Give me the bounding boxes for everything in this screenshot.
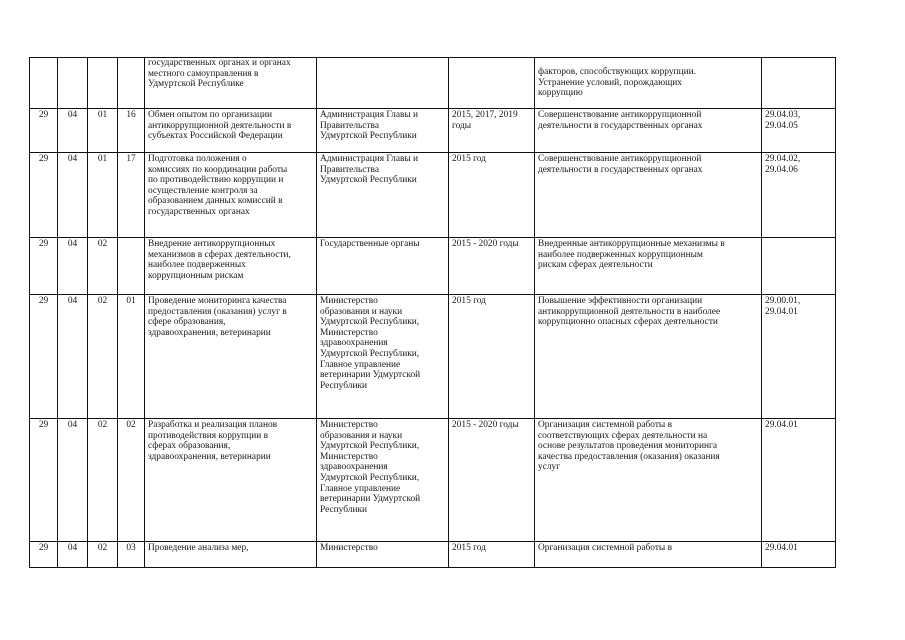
table-row (30, 419, 836, 542)
code-gp: 29 (30, 238, 58, 295)
indicator-cell: 29.00.01, 29.04.01 (762, 295, 836, 419)
event-cell: Проведение мониторинга качества предоставления (оказания) услуг в сфере образования, здравоохранения, ветеринарии (145, 295, 317, 419)
executor-cell: Министерство (317, 542, 449, 568)
code-gp: 29 (30, 295, 58, 419)
indicator-cell (762, 238, 836, 295)
result-cell: Организация системной работы в соответствующих сферах деятельности на основе результатов проведения мониторинга качества предоставления (оказания) оказания услуг (535, 419, 762, 542)
result-cell: Внедренные антикоррупционные механизмы в наиболее подверженных коррупционным рискам сферах деятельности (535, 238, 762, 295)
code-om: 02 (88, 295, 118, 419)
table-row (30, 153, 836, 238)
code-gp: 29 (30, 109, 58, 153)
code-om: 02 (88, 238, 118, 295)
executor-cell: Администрация Главы и Правительства Удмуртской Республики (317, 109, 449, 153)
executor-cell: Администрация Главы и Правительства Удмуртской Республики (317, 153, 449, 238)
code-om: 02 (88, 419, 118, 542)
indicator-cell: 29.04.02, 29.04.06 (762, 153, 836, 238)
code-gp: 29 (30, 542, 58, 568)
code-m: 17 (118, 153, 145, 238)
event-cell: Проведение анализа мер, (145, 542, 317, 568)
table-row (30, 238, 836, 295)
indicator-cell: 29.04.01 (762, 419, 836, 542)
code-pp: 04 (58, 419, 88, 542)
result-cell: факторов, способствующих коррупции. Устранение условий, порождающих коррупцию (535, 58, 762, 109)
result-cell: Совершенствование антикоррупционной деятельности в государственных органах (535, 109, 762, 153)
code-pp: 04 (58, 238, 88, 295)
code-om (88, 58, 118, 109)
code-pp: 04 (58, 153, 88, 238)
executor-cell: Министерство образования и науки Удмуртской Республики, Министерство здравоохранения Удмуртской Республики, Главное управление ветеринарии Удмуртской Республики (317, 295, 449, 419)
code-pp (58, 58, 88, 109)
indicator-cell: 29.04.03, 29.04.05 (762, 109, 836, 153)
result-cell: Совершенствование антикоррупционной деятельности в государственных органах (535, 153, 762, 238)
code-pp: 04 (58, 295, 88, 419)
code-m: 16 (118, 109, 145, 153)
code-pp: 04 (58, 542, 88, 568)
result-cell: Повышение эффективности организации антикоррупционной деятельности в наиболее коррупционно опасных сферах деятельности (535, 295, 762, 419)
period-cell: 2015 - 2020 годы (449, 238, 535, 295)
executor-cell: Государственные органы (317, 238, 449, 295)
period-cell: 2015 год (449, 153, 535, 238)
period-cell: 2015 год (449, 295, 535, 419)
table-row (30, 109, 836, 153)
code-m: 02 (118, 419, 145, 542)
event-cell: Разработка и реализация планов противодействия коррупции в сферах образования, здравоохранения, ветеринарии (145, 419, 317, 542)
period-cell: 2015, 2017, 2019 годы (449, 109, 535, 153)
code-gp: 29 (30, 419, 58, 542)
code-m (118, 58, 145, 109)
program-measures-table (29, 57, 836, 568)
code-om: 01 (88, 153, 118, 238)
code-gp (30, 58, 58, 109)
table-row (30, 295, 836, 419)
table-row (30, 542, 836, 568)
event-cell: государственных органах и органах местного самоуправления в Удмуртской Республике (145, 58, 317, 109)
indicator-cell: 29.04.01 (762, 542, 836, 568)
code-m: 01 (118, 295, 145, 419)
indicator-cell (762, 58, 836, 109)
code-gp: 29 (30, 153, 58, 238)
event-cell: Обмен опытом по организации антикоррупционной деятельности в субъектах Российской Федерации (145, 109, 317, 153)
code-m: 03 (118, 542, 145, 568)
table-row (30, 58, 836, 109)
event-cell: Подготовка положения о комиссиях по координации работы по противодействию коррупции и осуществление контроля за образованием данных комиссий в государственных органах (145, 153, 317, 238)
executor-cell: Министерство образования и науки Удмуртской Республики, Министерство здравоохранения Удмуртской Республики, Главное управление ветеринарии Удмуртской Республики (317, 419, 449, 542)
code-om: 01 (88, 109, 118, 153)
period-cell: 2015 год (449, 542, 535, 568)
event-cell: Внедрение антикоррупционных механизмов в сферах деятельности, наиболее подверженных коррупционным рискам (145, 238, 317, 295)
code-pp: 04 (58, 109, 88, 153)
period-cell (449, 58, 535, 109)
code-m (118, 238, 145, 295)
code-om: 02 (88, 542, 118, 568)
executor-cell (317, 58, 449, 109)
result-cell: Организация системной работы в (535, 542, 762, 568)
period-cell: 2015 - 2020 годы (449, 419, 535, 542)
